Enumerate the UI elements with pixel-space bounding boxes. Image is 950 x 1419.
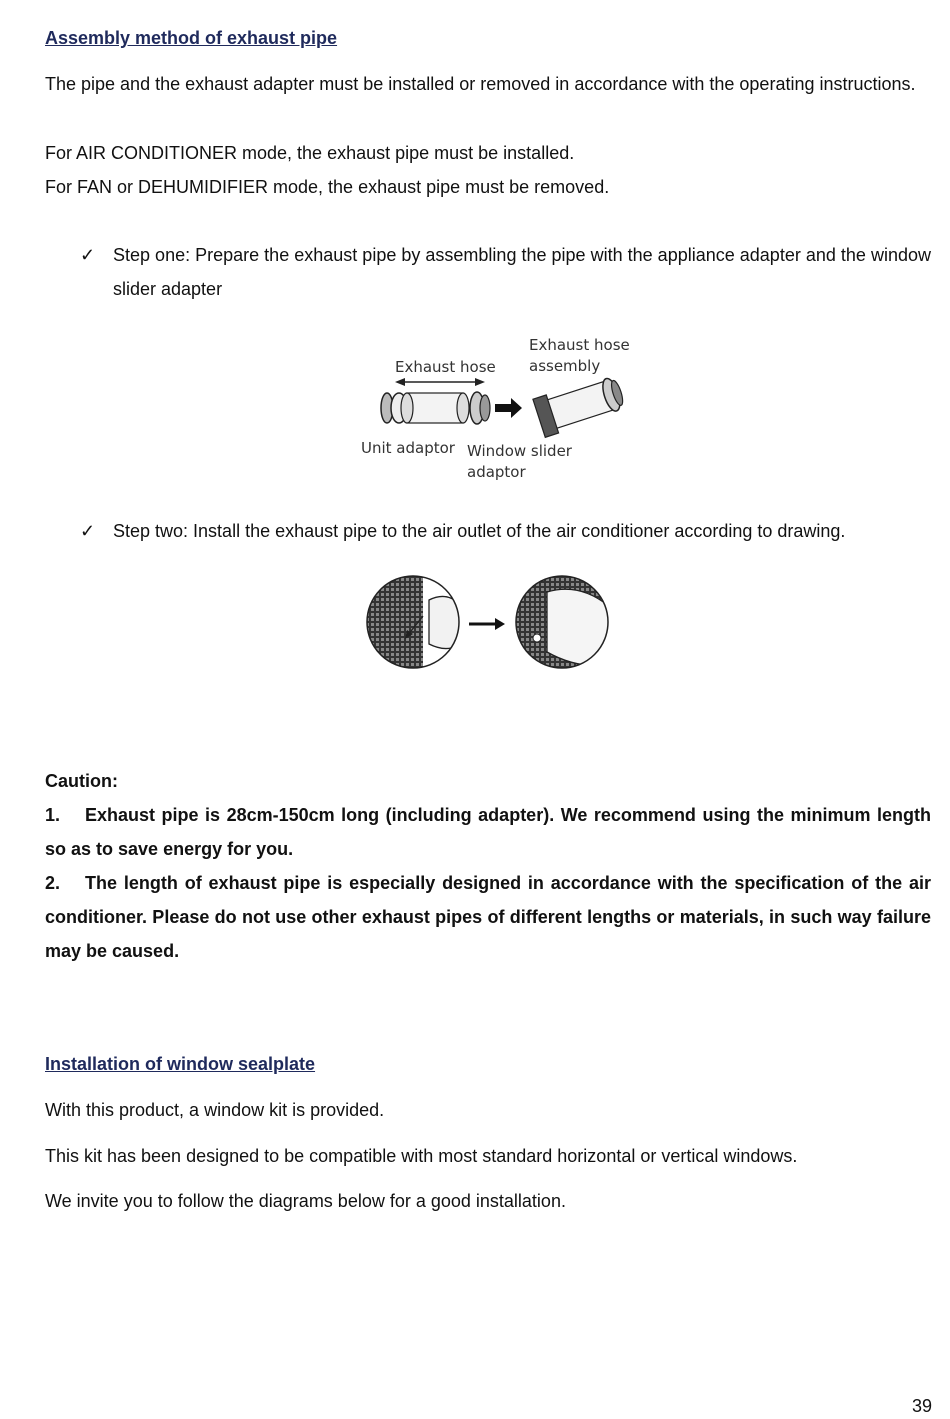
diagrams-line: We invite you to follow the diagrams below for a good installation. bbox=[45, 1191, 566, 1211]
caution-item-1 bbox=[45, 798, 931, 866]
step-two bbox=[80, 514, 931, 548]
window-kit-line: With this product, a window kit is provided. bbox=[45, 1100, 385, 1120]
fan-mode-line: For FAN or DEHUMIDIFIER mode, the exhaust pipe must be removed. bbox=[45, 177, 610, 197]
label-hose-assembly-line2: assembly bbox=[529, 357, 601, 375]
label-hose-assembly-line1: Exhaust hose bbox=[529, 336, 630, 354]
before-install-detail bbox=[365, 572, 473, 672]
install-to-air-outlet-figure bbox=[365, 572, 615, 672]
caution-text: Exhaust pipe is 28cm-150cm long (including adapter). We recommend using the minimum length so as to save energy for you. bbox=[45, 805, 931, 859]
section-heading-exhaust-pipe: Assembly method of exhaust pipe bbox=[45, 28, 338, 48]
exhaust-hose-assembly-figure bbox=[355, 330, 645, 485]
label-exhaust-hose: Exhaust hose bbox=[395, 358, 496, 376]
checkmark-icon: ✓ bbox=[80, 521, 96, 541]
step-two-text: Step two: Install the exhaust pipe to the air outlet of the air conditioner according to drawing. bbox=[113, 521, 846, 541]
ac-mode-line: For AIR CONDITIONER mode, the exhaust pipe must be installed. bbox=[45, 143, 575, 163]
label-window-slider-line1: Window slider bbox=[467, 442, 572, 460]
section-heading-window-sealplate: Installation of window sealplate bbox=[45, 1054, 316, 1074]
caution-text: The length of exhaust pipe is especially designed in accordance with the specification of the air conditioner. Please do not use other exhaust pipes of different lengths or materials, in such way failure may be caused. bbox=[45, 873, 931, 961]
compatibility-line: This kit has been designed to be compatible with most standard horizontal or vertical windows. bbox=[45, 1146, 798, 1166]
intro-paragraph: The pipe and the exhaust adapter must be installed or removed in accordance with the operating instructions. bbox=[45, 74, 916, 94]
caution-number: 1. bbox=[45, 805, 61, 825]
caution-number: 2. bbox=[45, 873, 61, 893]
step-one-text: Step one: Prepare the exhaust pipe by assembling the pipe with the appliance adapter and the window slider adapter bbox=[113, 245, 931, 299]
caution-title: Caution: bbox=[45, 771, 118, 791]
label-window-slider-line2: adaptor bbox=[467, 463, 526, 481]
page-number: 39 bbox=[911, 1396, 932, 1416]
caution-item-2 bbox=[45, 866, 931, 968]
label-unit-adaptor: Unit adaptor bbox=[361, 439, 455, 457]
step-one bbox=[80, 238, 931, 306]
checkmark-icon: ✓ bbox=[80, 245, 96, 265]
after-install-detail bbox=[515, 572, 615, 672]
